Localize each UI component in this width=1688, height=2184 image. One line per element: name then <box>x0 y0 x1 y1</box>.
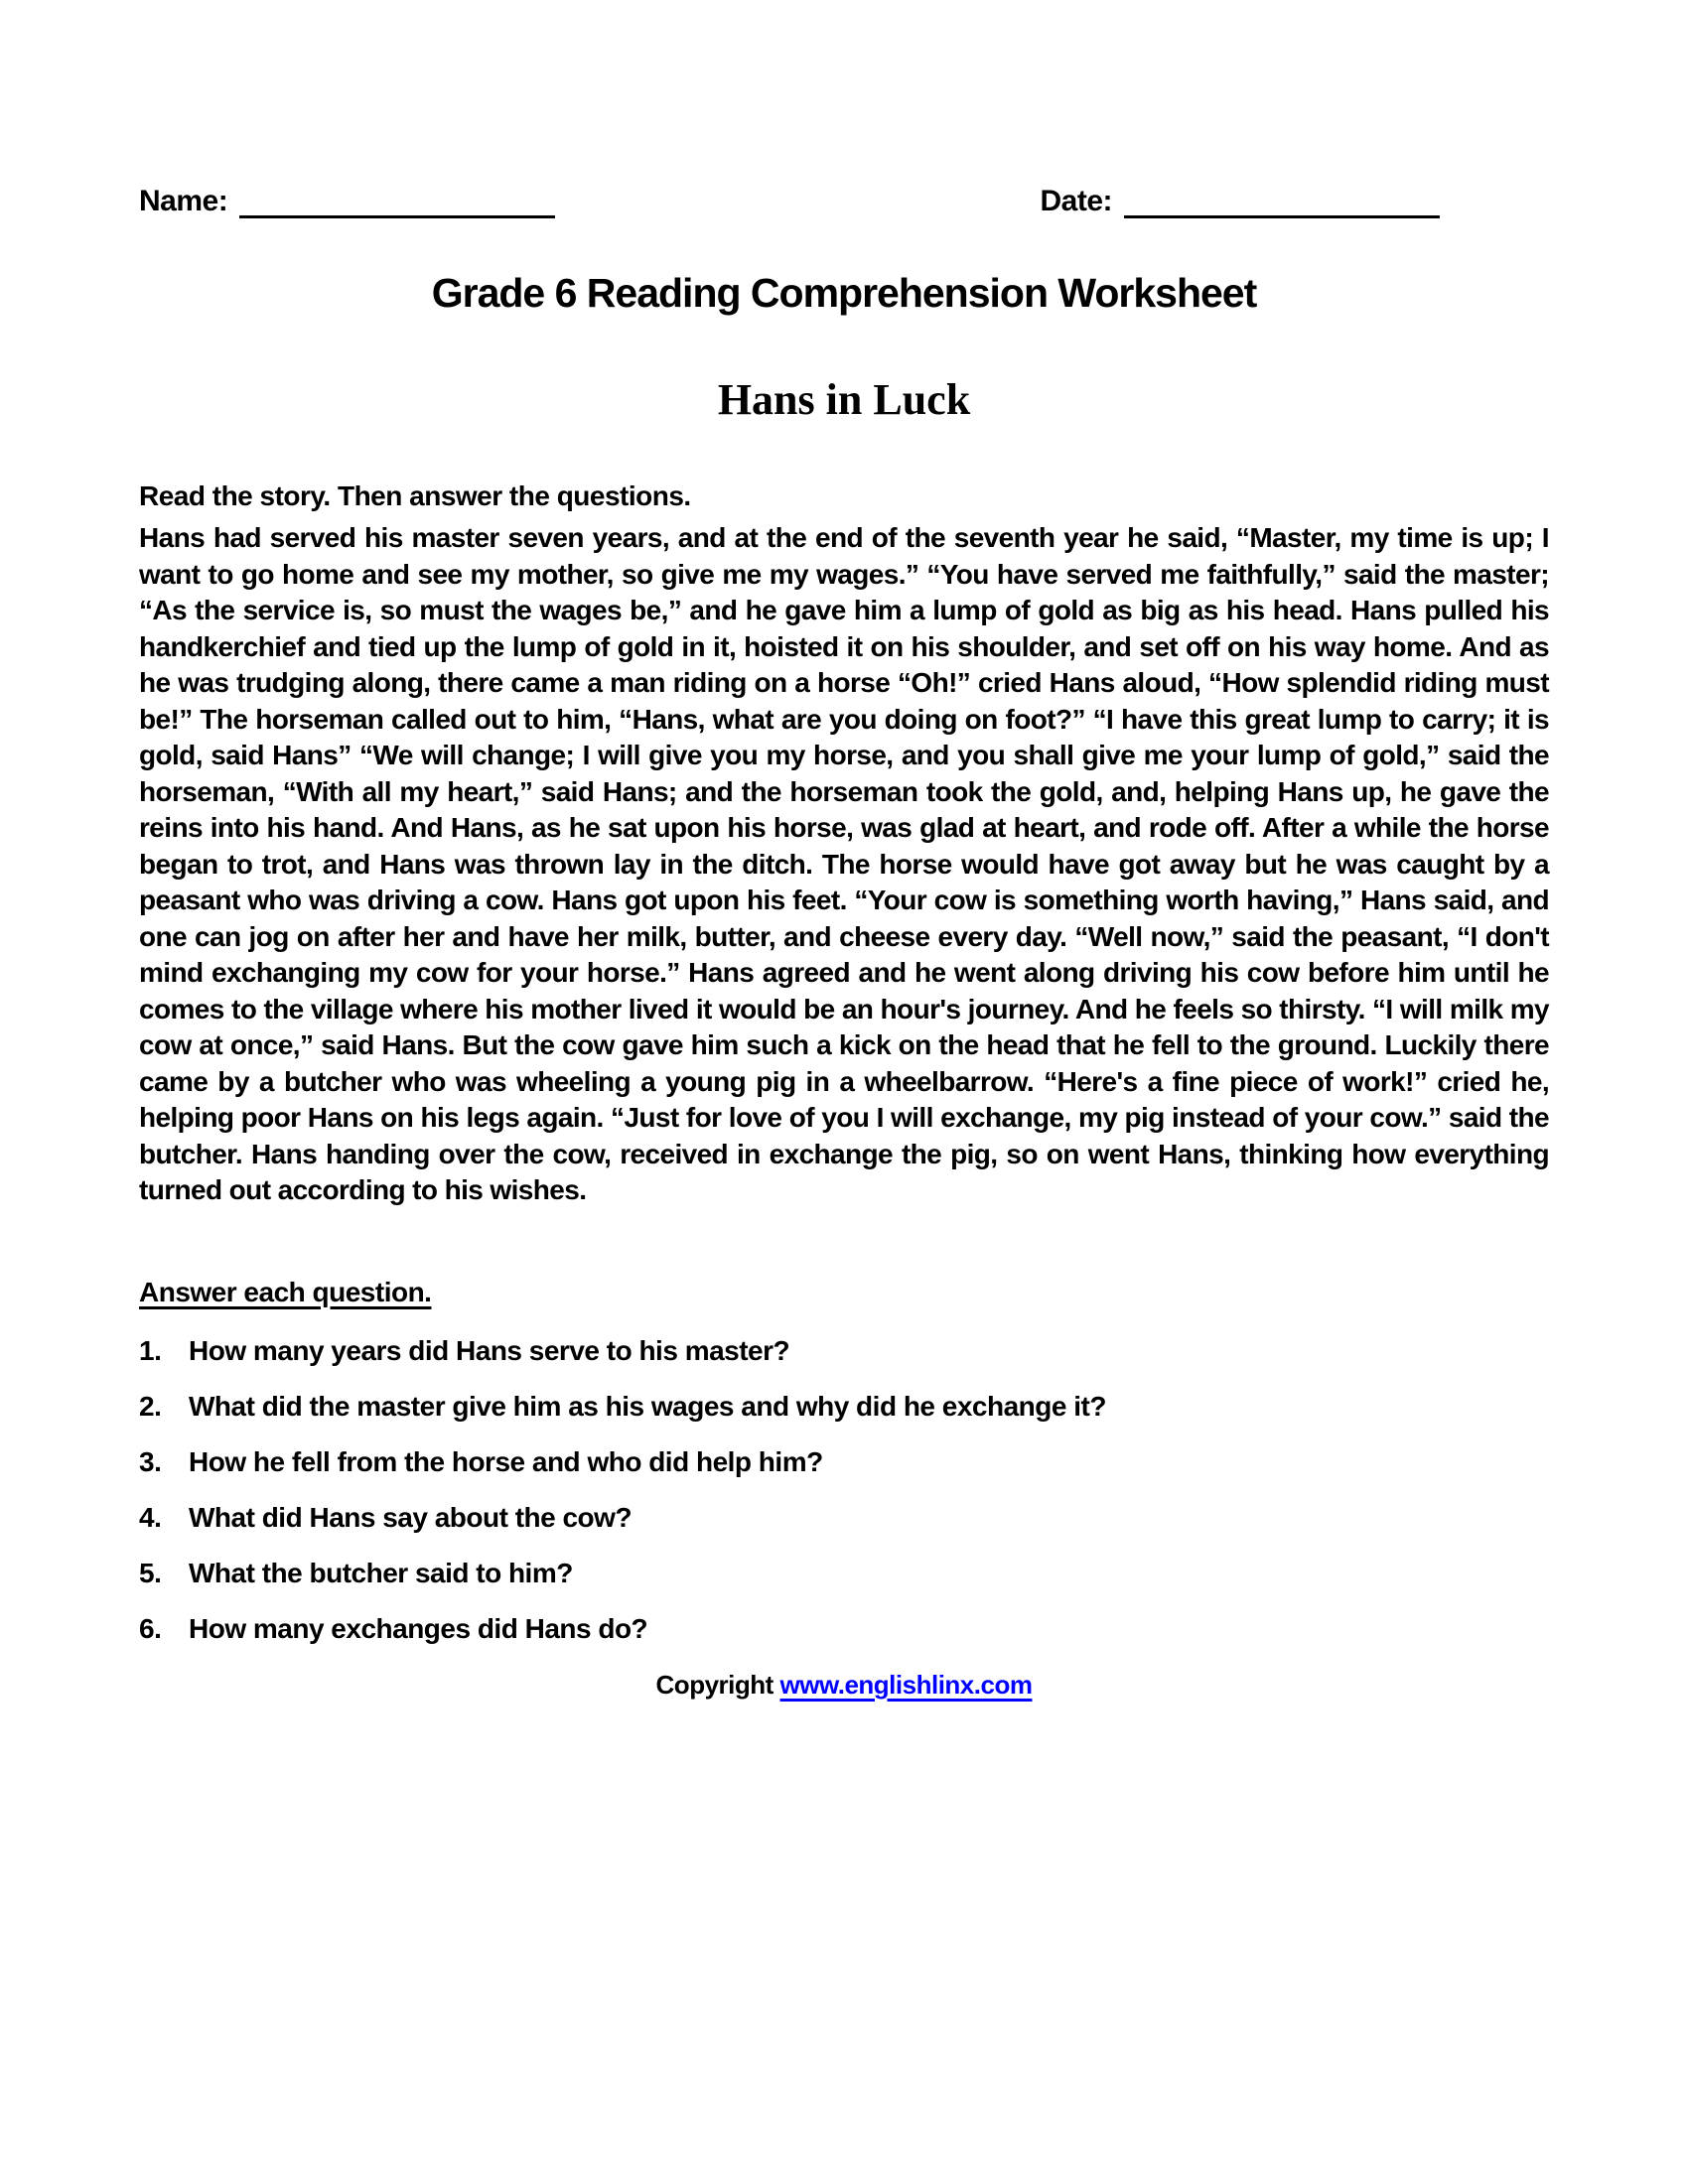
questions-list <box>139 1336 1549 1643</box>
question-number: 4. <box>139 1501 162 1533</box>
question-text: How he fell from the horse and who did help him? <box>189 1445 823 1477</box>
answer-heading: Answer each question. <box>139 1276 432 1307</box>
question-item <box>139 1503 1549 1532</box>
question-number: 5. <box>139 1557 162 1588</box>
date-label: Date: <box>1040 185 1112 217</box>
name-fill-line <box>239 184 555 218</box>
question-item <box>139 1336 1549 1365</box>
question-text: What the butcher said to him? <box>189 1557 573 1588</box>
copyright-text: Copyright <box>655 1669 774 1700</box>
question-item <box>139 1392 1549 1421</box>
story-paragraph: Hans had served his master seven years, and at the end of the seventh year he said, “Master, my time is up; I want to go home and see my mother, so give me my wages.” “You have served me faithfully,” said the master; “As the service is, so must the wages be,” and he gave him a lump of gold as big as his head. Hans pulled his handkerchief and tied up the lump of gold in it, hoisted it on his shoulder, and set off on his way home. And as he was trudging along, there came a man riding on a horse “Oh!” cried Hans aloud, “How splendid riding must be!” The horseman called out to him, “Hans, what are you doing on foot?” “I have this great lump to carry; it is gold, said Hans” “We will change; I will give you my horse, and you shall give me your lump of gold,” said the horseman, “With all my heart,” said Hans; and the horseman took the gold, and, helping Hans up, he gave the reins into his hand. And Hans, as he sat upon his horse, was glad at heart, and rode off. After a while the horse began to trot, and Hans was thrown lay in the ditch. The horse would have got away but he was caught by a peasant who was driving a cow. Hans got upon his feet. “Your cow is something worth having,” Hans said, and one can jog on after her and have her milk, butter, and cheese every day. “Well now,” said the peasant, “I don't mind exchanging my cow for your horse.” Hans agreed and he went along driving his cow before him until he comes to the village where his mother lived it would be an hour's journey. And he feels so thirsty. “I will milk my cow at once,” said Hans. But the cow gave him such a kick on the head that he fell to the ground. Luckily there came by a butcher who was wheeling a young pig in a wheelbarrow. “Here's a fine piece of work!” cried he, helping poor Hans on his legs again. “Just for love of you I will exchange, my pig instead of your cow.” said the butcher. Hans handing over the cow, received in exchange the pig, so on went Hans, thinking how everything turned out according to his wishes. <box>139 522 1549 1205</box>
question-text: How many years did Hans serve to his master? <box>189 1334 790 1366</box>
question-number: 2. <box>139 1390 162 1422</box>
name-field <box>139 184 555 218</box>
question-text: What did the master give him as his wages and why did he exchange it? <box>189 1390 1106 1422</box>
question-item <box>139 1559 1549 1587</box>
copyright-link[interactable]: www.englishlinx.com <box>779 1669 1033 1700</box>
worksheet-heading: Grade 6 Reading Comprehension Worksheet <box>431 270 1257 316</box>
instructions-text: Read the story. Then answer the questions. <box>139 480 691 511</box>
header-fields-row <box>139 184 1549 218</box>
question-text: How many exchanges did Hans do? <box>189 1612 648 1644</box>
date-field <box>1040 184 1440 218</box>
worksheet-page <box>139 184 1549 1701</box>
question-number: 3. <box>139 1445 162 1477</box>
question-number: 1. <box>139 1334 162 1366</box>
question-text: What did Hans say about the cow? <box>189 1501 633 1533</box>
copyright-line <box>139 1670 1549 1701</box>
date-fill-line <box>1124 184 1440 218</box>
name-label: Name: <box>139 185 228 217</box>
question-item <box>139 1614 1549 1643</box>
story-title: Hans in Luck <box>717 375 971 424</box>
question-item <box>139 1447 1549 1476</box>
question-number: 6. <box>139 1612 162 1644</box>
